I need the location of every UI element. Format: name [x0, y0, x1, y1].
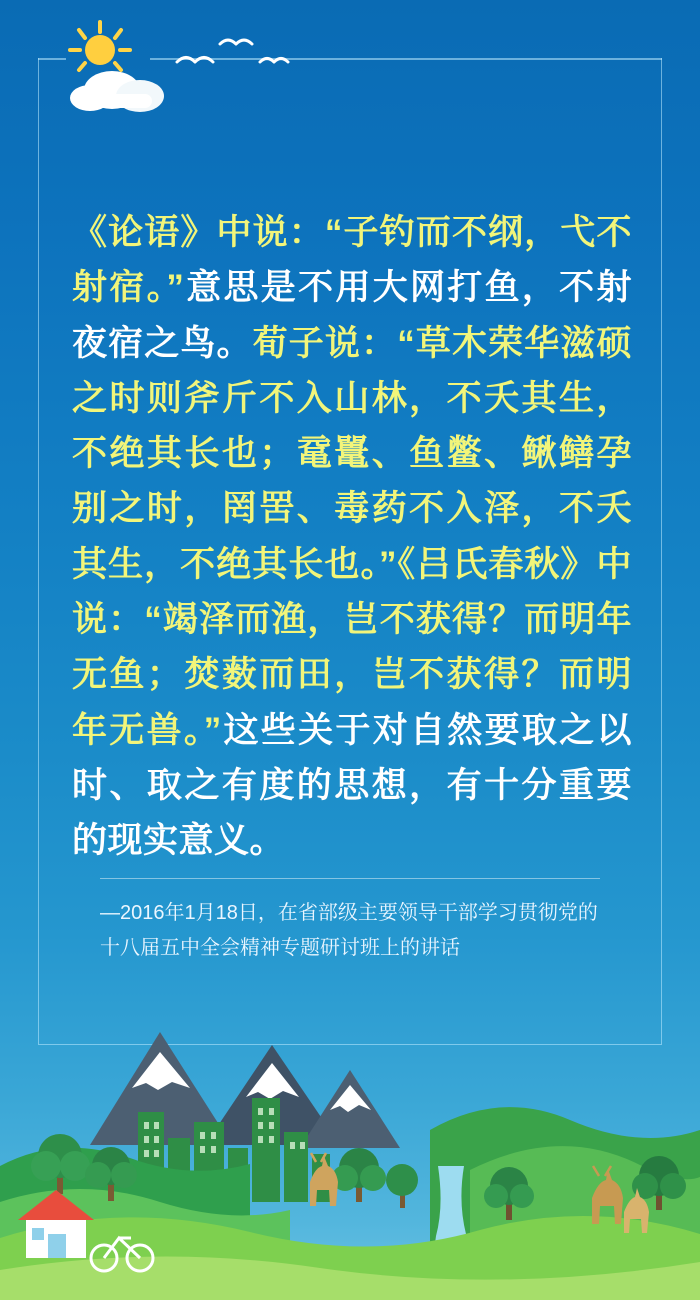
quote-part-4: 这些关于对自然要取之以时、取之有度的思想，有十分重要的现实意义。: [72, 710, 632, 861]
cloud-icon: [70, 71, 164, 112]
mountain-icon: [90, 1032, 400, 1148]
attribution-text: —2016年1月18日，在省部级主要领导干部学习贯彻党的十八届五中全会精神专题研讨班上的讲话: [100, 902, 598, 959]
landscape-artwork: [0, 970, 700, 1300]
quote-part-1: 《论语》中说：“子钓而不纲，弋不射宿。”: [72, 213, 632, 308]
sky-artwork: [52, 18, 352, 118]
birds-icon: [177, 40, 288, 62]
quote-text: [72, 205, 632, 869]
attribution-divider: [100, 878, 600, 879]
quote-part-3: 荀子说：“草木荣华滋硕之时则斧斤不入山林，不夭其生，不绝其长也；鼋鼍、鱼鳖、鳅鳝孕别之时，罔罟、毒药不入泽，不夭其生，不绝其长也。”《吕氏春秋》中说：“竭泽而渔，岂不获得？而明年无鱼；焚薮而田，岂不获得？而明年无兽。”: [72, 323, 632, 750]
quote-part-2: 意思是不用大网打鱼，不射夜宿之鸟。: [72, 268, 632, 363]
sun-icon: [70, 22, 130, 70]
